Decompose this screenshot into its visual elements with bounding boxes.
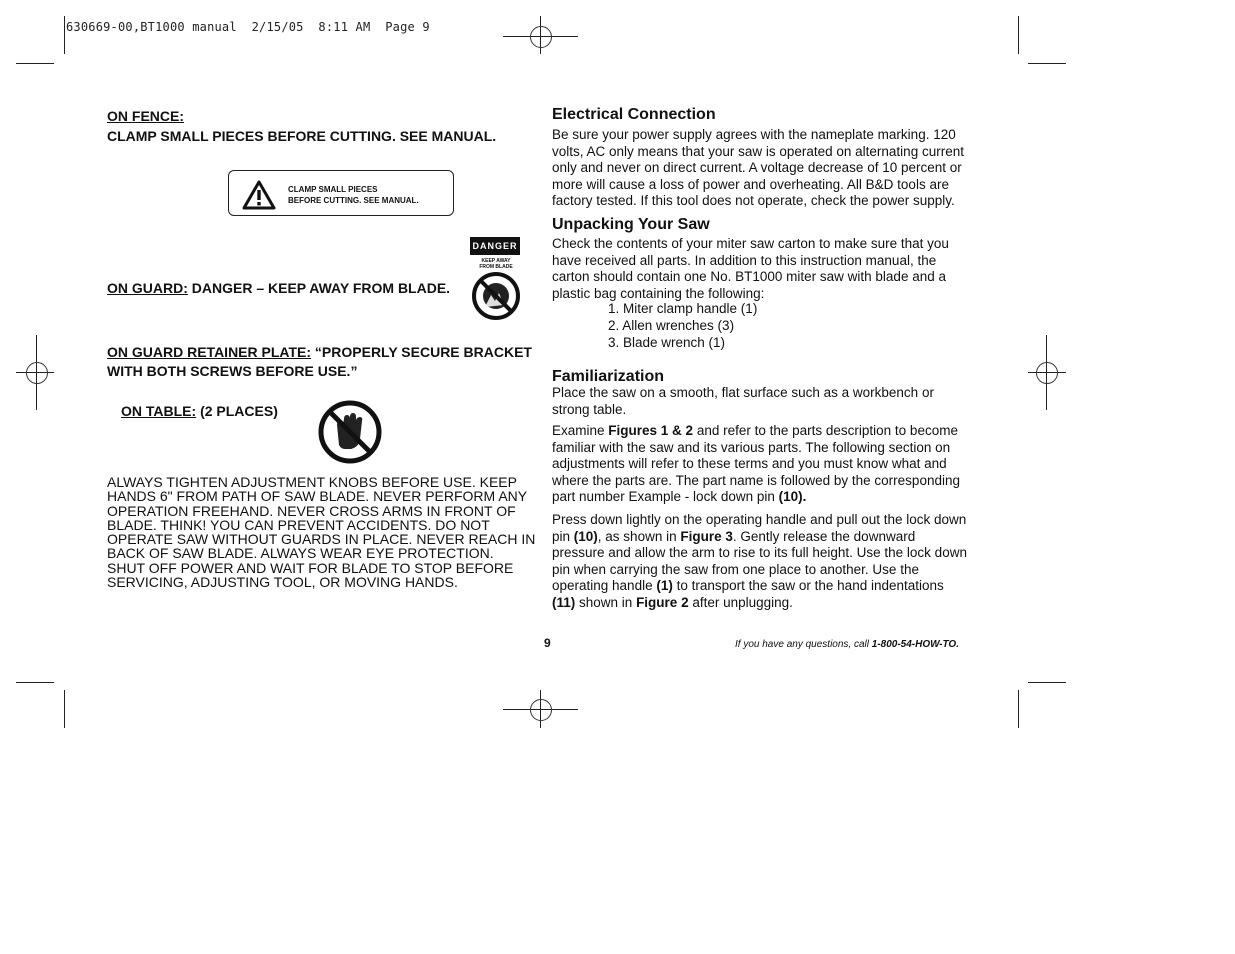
safety-line: BACK OF SAW BLADE. ALWAYS WEAR EYE PROTECTION. — [107, 545, 494, 562]
on-fence-text: CLAMP SMALL PIECES BEFORE CUTTING. SEE MANUAL. — [107, 128, 497, 144]
on-guard-text: DANGER – KEEP AWAY FROM BLADE. — [187, 280, 451, 296]
safety-line: ALWAYS TIGHTEN ADJUSTMENT KNOBS BEFORE USE. KEEP — [107, 474, 517, 490]
safety-line: SHUT OFF POWER AND WAIT FOR BLADE TO STOP BEFORE — [107, 559, 514, 576]
retainer-text-1: “PROPERLY SECURE BRACKET — [311, 344, 532, 360]
safety-line: SERVICING, ADJUSTING TOOL, OR MOVING HANDS. — [107, 574, 458, 591]
help-line-note: If you have any questions, call 1-800-54-HOW-TO. — [735, 639, 959, 650]
help-phone-number: 1-800-54-HOW-TO. — [871, 639, 959, 650]
print-slug: 630669-00,BT1000 manual 2/15/05 8:11 AM Page 9 — [66, 20, 430, 34]
danger-tag: DANGER — [470, 237, 520, 255]
unpacking-heading: Unpacking Your Saw — [552, 216, 710, 233]
on-fence-label: ON FENCE: — [107, 108, 184, 124]
no-hand-blade-icon — [471, 271, 521, 321]
list-item: 2. Allen wrenches (3) — [608, 318, 735, 333]
on-guard-line — [107, 280, 450, 296]
on-table-label: ON TABLE: — [121, 403, 197, 419]
page-number: 9 — [544, 636, 551, 650]
electrical-paragraph: Be sure your power supply agrees with the nameplate marking. 120 volts, AC only means that your saw is operated on alternating current only and never on direct current. A voltage decrease of 10 percent or more will cause a loss of power and overheating. All B&D tools are factory tested. If this tool does not operate, check the power supply. — [552, 127, 964, 209]
retainer-label: ON GUARD RETAINER PLATE: — [107, 344, 312, 360]
list-item: 3. Blade wrench (1) — [608, 335, 726, 350]
familiarization-paragraph-3: Press down lightly on the operating handle and pull out the lock down pin (10), as shown in Figure 3. Gently release the downward pressure and allow the arm to rise to its full height. Use the lock down pin when carrying the saw from one place to another. Use the operating handle (1) to transport the saw or the hand indentations (11) shown in Figure 2 after unplugging. — [552, 512, 967, 610]
clamp-warning-text: CLAMP SMALL PIECES BEFORE CUTTING. SEE MANUAL. — [288, 185, 419, 205]
safety-line: OPERATE SAW WITHOUT GUARDS IN PLACE. NEVER REACH IN — [107, 531, 536, 548]
list-item: 1. Miter clamp handle (1) — [608, 301, 758, 316]
warning-triangle-icon — [242, 180, 276, 210]
familiarization-heading: Familiarization — [552, 368, 665, 385]
on-guard-label: ON GUARD: — [107, 280, 188, 296]
retainer-text-2: WITH BOTH SCREWS BEFORE USE.” — [107, 363, 358, 379]
safety-line: HANDS 6" FROM PATH OF SAW BLADE. NEVER PERFORM ANY — [107, 488, 528, 505]
familiarization-paragraph-2: Examine Figures 1 & 2 and refer to the parts description to become familiar with the saw and its various parts. The following section on adjustments will refer to these terms and you must know what and where the parts are. The part name is followed by the corresponding part number Example - lock down pin (10). — [552, 423, 960, 505]
on-table-text: (2 PLACES) — [196, 403, 278, 419]
familiarization-paragraph-1: Place the saw on a smooth, flat surface such as a workbench or strong table. — [552, 385, 934, 417]
safety-line: BLADE. THINK! YOU CAN PREVENT ACCIDENTS. DO NOT — [107, 516, 490, 533]
electrical-heading: Electrical Connection — [552, 106, 716, 123]
keep-away-text: KEEP AWAY FROM BLADE — [479, 258, 513, 270]
unpacking-paragraph: Check the contents of your miter saw carton to make sure that you have received all parts. In addition to this instruction manual, the carton should contain one No. BT1000 miter saw with blade and a plastic bag containing the following: — [552, 236, 949, 301]
no-hands-icon — [317, 399, 383, 465]
on-table-line — [121, 403, 278, 419]
safety-line: OPERATION FREEHAND. NEVER CROSS ARMS IN FRONT OF — [107, 502, 516, 519]
retainer-line-1 — [107, 344, 532, 360]
safety-instructions — [107, 475, 537, 589]
